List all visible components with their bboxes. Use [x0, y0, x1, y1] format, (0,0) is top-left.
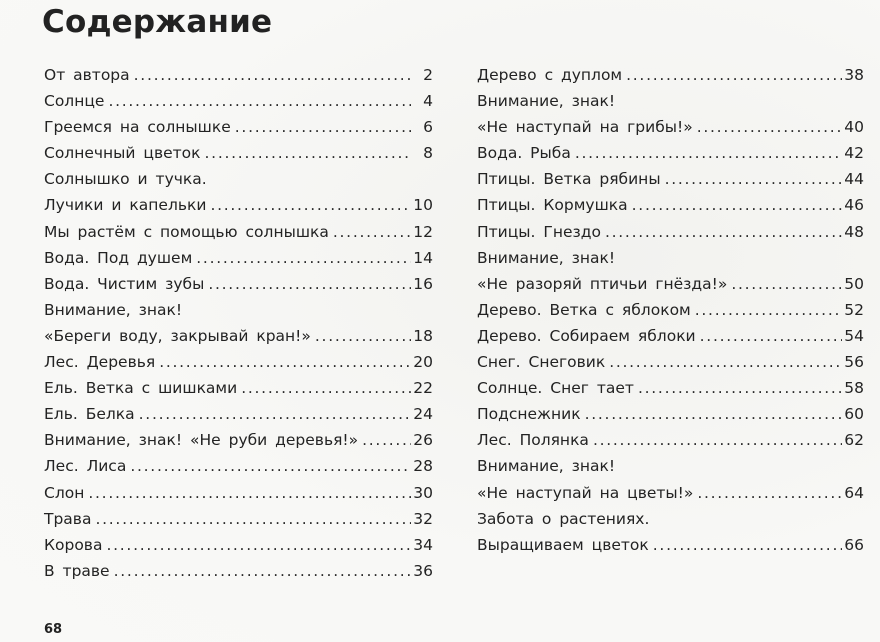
toc-entry-title: Слон	[44, 483, 85, 502]
toc-entry	[44, 401, 433, 427]
toc-entry	[44, 219, 433, 245]
toc-entry-title: Ель. Ветка с шишками	[44, 379, 238, 398]
toc-entry	[477, 62, 864, 88]
toc-entry-page: 12	[413, 222, 433, 241]
toc-entry	[477, 88, 864, 114]
toc-entry	[44, 62, 433, 88]
toc-entry	[477, 349, 864, 375]
toc-leader-dots	[626, 62, 842, 88]
toc-leader-dots	[134, 62, 411, 88]
toc-leader-dots	[638, 375, 842, 401]
toc-entry-title: Лес. Полянка	[477, 431, 589, 450]
toc-entry	[477, 166, 864, 192]
toc-entry-title: Дерево с дуплом	[477, 66, 623, 84]
toc-entry	[44, 192, 433, 218]
toc-leader-dots	[700, 323, 842, 349]
toc-leader-dots	[139, 401, 411, 427]
toc-entry-title: Лучики и капельки	[44, 196, 207, 215]
toc-leader-dots	[593, 427, 842, 453]
toc-leader-dots	[205, 140, 411, 166]
toc-entry	[44, 271, 433, 297]
toc-entry-title: Солнышко и тучка.	[44, 170, 207, 189]
toc-entry	[477, 453, 864, 479]
toc-leader-dots	[333, 219, 411, 245]
toc-leader-dots	[605, 219, 842, 245]
toc-entry-page: 32	[413, 509, 433, 528]
page-title: Содержание	[42, 4, 273, 40]
toc-entry	[44, 506, 433, 532]
toc-leader-dots	[130, 453, 411, 479]
toc-entry-title: Дерево. Собираем яблоки	[477, 326, 696, 345]
toc-entry-title: Корова	[44, 535, 103, 554]
toc-entry-title: Птицы. Гнездо	[477, 222, 601, 241]
toc-entry	[44, 166, 433, 192]
toc-leader-dots	[108, 88, 411, 114]
toc-leader-dots	[585, 401, 842, 427]
toc-entry-page: 4	[423, 92, 433, 111]
toc-entry	[44, 140, 433, 166]
toc-entry-title: Вода. Рыба	[477, 144, 571, 163]
toc-entry-page: 16	[413, 274, 433, 293]
toc-entry-title: «Не наступай на цветы!»	[477, 483, 694, 502]
toc-entry-title: Внимание, знак! «Не руби деревья!»	[44, 431, 359, 450]
toc-entry-title: «Не разоряй птичьи гнёзда!»	[477, 274, 728, 293]
toc-entry	[477, 375, 864, 401]
toc-entry	[44, 297, 433, 323]
toc-entry	[44, 375, 433, 401]
toc-leader-dots	[695, 297, 842, 323]
toc-entry-title: Греемся на солнышке	[44, 118, 231, 137]
toc-entry	[477, 532, 864, 558]
toc-entry-page: 58	[844, 379, 864, 398]
page-number: 68	[44, 622, 63, 637]
toc-entry	[44, 245, 433, 271]
toc-entry-page: 62	[844, 431, 864, 450]
toc-entry-page: 54	[844, 326, 864, 345]
toc-leader-dots	[697, 114, 842, 140]
toc-entry-title: Выращиваем цветок	[477, 535, 649, 554]
toc-leader-dots	[665, 166, 842, 192]
toc-entry-page: 22	[413, 379, 433, 398]
toc-entry	[477, 245, 864, 271]
toc-entry	[477, 192, 864, 218]
toc-leader-dots	[697, 480, 842, 506]
toc-leader-dots	[159, 349, 411, 375]
toc-entry	[44, 480, 433, 506]
toc-entry-title: Подснежник	[477, 405, 581, 424]
toc-leader-dots	[196, 245, 411, 271]
toc-entry-title: От автора	[44, 66, 130, 84]
toc-entry-page: 46	[844, 196, 864, 215]
toc-entry-title: Внимание, знак!	[44, 300, 183, 319]
toc-entry-page: 8	[423, 144, 433, 163]
toc-entry-title: Внимание, знак!	[477, 457, 616, 476]
toc-entry-title: Снег. Снеговик	[477, 353, 606, 372]
toc-entry-title: Трава	[44, 509, 92, 528]
toc-entry-title: Лес. Лиса	[44, 457, 127, 476]
toc-entry-title: Лес. Деревья	[44, 353, 156, 372]
toc-entry-title: Внимание, знак!	[477, 92, 616, 111]
toc-entry-page: 42	[844, 144, 864, 163]
toc-entry-page: 26	[413, 431, 433, 450]
toc-entry-title: Дерево. Ветка с яблоком	[477, 300, 691, 319]
toc-entry-page: 10	[413, 196, 433, 215]
toc-leader-dots	[575, 140, 842, 166]
toc-entry	[477, 506, 864, 532]
toc-entry	[44, 114, 433, 140]
toc-entry-page: 40	[844, 118, 864, 137]
toc-entry-title: Вода. Под душем	[44, 248, 193, 267]
toc-entry-page: 18	[413, 326, 433, 345]
toc-entry-title: Птицы. Ветка рябины	[477, 170, 661, 189]
toc-entry-page: 34	[413, 535, 433, 554]
toc-entry	[44, 88, 433, 114]
toc-leader-dots	[315, 323, 411, 349]
toc-leader-dots	[653, 532, 842, 558]
toc-entry-page: 2	[423, 66, 433, 84]
toc-entry-page: 36	[413, 561, 433, 580]
toc-entry-page: 38	[844, 66, 864, 84]
toc-entry-title: В траве	[44, 561, 110, 580]
toc-entry-page: 60	[844, 405, 864, 424]
toc-entry	[477, 427, 864, 453]
toc-entry-page: 6	[423, 118, 433, 137]
toc-entry	[477, 323, 864, 349]
toc-entry-title: Солнце	[44, 92, 105, 111]
toc-entry-title: «Не наступай на грибы!»	[477, 118, 693, 137]
toc-leader-dots	[362, 427, 411, 453]
toc-leader-dots	[609, 349, 842, 375]
toc-entry-page: 28	[413, 457, 433, 476]
toc-leader-dots	[210, 192, 411, 218]
toc-leader-dots	[114, 558, 411, 584]
toc-entry-page: 48	[844, 222, 864, 241]
toc-entry-title: Ель. Белка	[44, 405, 135, 424]
toc-leader-dots	[632, 192, 842, 218]
toc-entry-page: 66	[844, 535, 864, 554]
toc-leader-dots	[106, 532, 411, 558]
toc-entry-page: 56	[844, 353, 864, 372]
toc-entry-title: «Береги воду, закрывай кран!»	[44, 326, 311, 345]
toc-leader-dots	[208, 271, 411, 297]
toc-leader-dots	[241, 375, 411, 401]
toc-leader-dots	[731, 271, 842, 297]
toc-entry-page: 52	[844, 300, 864, 319]
toc-entry-title: Солнце. Снег тает	[477, 379, 634, 398]
toc-entry-page: 24	[413, 405, 433, 424]
toc-entry-page: 50	[844, 274, 864, 293]
toc-right-column	[477, 62, 864, 558]
toc-entry-title: Забота о растениях.	[477, 509, 650, 528]
toc-entry	[44, 453, 433, 479]
toc-entry-page: 20	[413, 353, 433, 372]
toc-leader-dots	[235, 114, 411, 140]
toc-entry-page: 14	[413, 248, 433, 267]
toc-entry	[44, 532, 433, 558]
toc-entry	[477, 297, 864, 323]
toc-entry	[477, 401, 864, 427]
toc-entry-title: Вода. Чистим зубы	[44, 274, 205, 293]
toc-entry	[44, 558, 433, 584]
toc-entry-title: Солнечный цветок	[44, 144, 201, 163]
toc-entry	[477, 271, 864, 297]
toc-entry	[44, 349, 433, 375]
toc-entry-page: 44	[844, 170, 864, 189]
toc-entry	[477, 219, 864, 245]
toc-entry	[477, 114, 864, 140]
toc-entry-page: 30	[413, 483, 433, 502]
toc-entry-title: Мы растём с помощью солнышка	[44, 222, 329, 241]
toc-entry-title: Птицы. Кормушка	[477, 196, 628, 215]
toc-leader-dots	[88, 480, 411, 506]
toc-entry-page: 64	[844, 483, 864, 502]
toc-entry	[477, 480, 864, 506]
toc-left-column	[44, 62, 433, 584]
toc-entry	[477, 140, 864, 166]
toc-entry	[44, 323, 433, 349]
toc-entry-title: Внимание, знак!	[477, 248, 616, 267]
toc-entry	[44, 427, 433, 453]
toc-leader-dots	[95, 506, 411, 532]
